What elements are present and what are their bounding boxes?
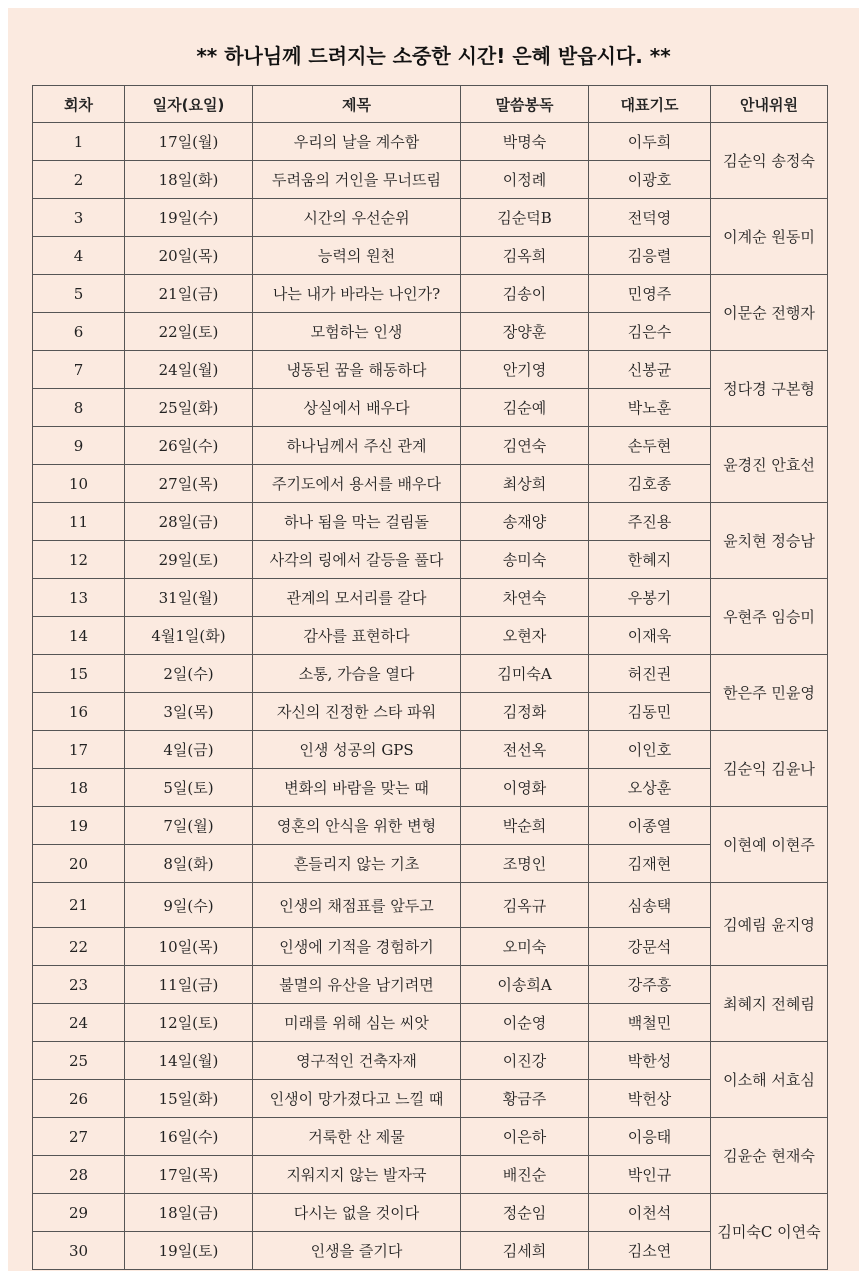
cell-prayer: 오상훈 [589,769,711,807]
table-row [33,1042,828,1080]
cell-prayer: 박헌상 [589,1080,711,1118]
cell-subject: 인생을 즐기다 [253,1232,461,1270]
cell-guide: 최혜지 전혜림 [711,966,828,1042]
cell-no: 16 [33,693,125,731]
cell-no: 22 [33,928,125,966]
cell-date: 16일(수) [125,1118,253,1156]
cell-no: 7 [33,351,125,389]
cell-reader: 김정화 [461,693,589,731]
table-row [33,427,828,465]
cell-prayer: 신봉균 [589,351,711,389]
cell-date: 3일(목) [125,693,253,731]
table-row [33,199,828,237]
cell-subject: 냉동된 꿈을 해동하다 [253,351,461,389]
cell-subject: 주기도에서 용서를 배우다 [253,465,461,503]
cell-reader: 전선옥 [461,731,589,769]
cell-guide: 이소해 서효심 [711,1042,828,1118]
cell-reader: 오현자 [461,617,589,655]
header-reader: 말씀봉독 [461,86,589,123]
cell-reader: 김순예 [461,389,589,427]
cell-reader: 이순영 [461,1004,589,1042]
cell-prayer: 손두현 [589,427,711,465]
cell-reader: 이영화 [461,769,589,807]
cell-subject: 영혼의 안식을 위한 변형 [253,807,461,845]
cell-prayer: 이두희 [589,123,711,161]
table-row [33,351,828,389]
cell-date: 14일(월) [125,1042,253,1080]
cell-subject: 흔들리지 않는 기초 [253,845,461,883]
page-title: ** 하나님께 드려지는 소중한 시간! 은혜 받읍시다. ** [196,44,671,68]
cell-date: 12일(토) [125,1004,253,1042]
cell-date: 27일(목) [125,465,253,503]
cell-no: 17 [33,731,125,769]
cell-reader: 박순희 [461,807,589,845]
cell-date: 10일(목) [125,928,253,966]
cell-guide: 김미숙C 이연숙 [711,1194,828,1270]
table-row [33,579,828,617]
cell-no: 20 [33,845,125,883]
cell-no: 19 [33,807,125,845]
header-row [33,86,828,123]
cell-no: 4 [33,237,125,275]
cell-reader: 김미숙A [461,655,589,693]
cell-reader: 황금주 [461,1080,589,1118]
cell-guide: 이현예 이현주 [711,807,828,883]
cell-subject: 지워지지 않는 발자국 [253,1156,461,1194]
table-row [33,237,828,275]
cell-reader: 정순임 [461,1194,589,1232]
cell-prayer: 심송택 [589,883,711,928]
cell-reader: 장양훈 [461,313,589,351]
header-no: 회차 [33,86,125,123]
cell-subject: 미래를 위해 심는 씨앗 [253,1004,461,1042]
cell-guide: 김윤순 현재숙 [711,1118,828,1194]
cell-subject: 변화의 바람을 맞는 때 [253,769,461,807]
cell-prayer: 전덕영 [589,199,711,237]
cell-guide: 정다경 구본형 [711,351,828,427]
cell-no: 9 [33,427,125,465]
cell-date: 28일(금) [125,503,253,541]
cell-prayer: 백철민 [589,1004,711,1042]
cell-subject: 우리의 날을 계수함 [253,123,461,161]
cell-subject: 다시는 없을 것이다 [253,1194,461,1232]
cell-reader: 차연숙 [461,579,589,617]
cell-guide: 김순익 송정숙 [711,123,828,199]
table-row [33,1080,828,1118]
cell-no: 26 [33,1080,125,1118]
cell-no: 6 [33,313,125,351]
cell-reader: 송미숙 [461,541,589,579]
cell-date: 24일(월) [125,351,253,389]
schedule-page [8,8,859,1271]
cell-prayer: 민영주 [589,275,711,313]
cell-no: 10 [33,465,125,503]
cell-date: 4월1일(화) [125,617,253,655]
cell-reader: 김연숙 [461,427,589,465]
cell-prayer: 이인호 [589,731,711,769]
table-row [33,807,828,845]
cell-reader: 김세희 [461,1232,589,1270]
cell-subject: 하나 됨을 막는 걸림돌 [253,503,461,541]
cell-subject: 거룩한 산 제물 [253,1118,461,1156]
table-row [33,541,828,579]
table-row [33,123,828,161]
table-row [33,883,828,928]
cell-subject: 인생이 망가졌다고 느낄 때 [253,1080,461,1118]
cell-subject: 능력의 원천 [253,237,461,275]
cell-reader: 김옥규 [461,883,589,928]
table-row [33,1118,828,1156]
cell-reader: 김순덕B [461,199,589,237]
cell-date: 9일(수) [125,883,253,928]
cell-prayer: 이종열 [589,807,711,845]
cell-reader: 박명숙 [461,123,589,161]
cell-prayer: 김재현 [589,845,711,883]
cell-no: 25 [33,1042,125,1080]
cell-reader: 이진강 [461,1042,589,1080]
cell-date: 15일(화) [125,1080,253,1118]
cell-subject: 불멸의 유산을 남기려면 [253,966,461,1004]
cell-prayer: 김소연 [589,1232,711,1270]
cell-prayer: 강문석 [589,928,711,966]
cell-no: 18 [33,769,125,807]
cell-subject: 감사를 표현하다 [253,617,461,655]
table-row [33,389,828,427]
cell-subject: 하나님께서 주신 관계 [253,427,461,465]
cell-date: 5일(토) [125,769,253,807]
cell-prayer: 김은수 [589,313,711,351]
header-prayer: 대표기도 [589,86,711,123]
cell-no: 1 [33,123,125,161]
cell-date: 19일(수) [125,199,253,237]
cell-date: 7일(월) [125,807,253,845]
cell-reader: 최상희 [461,465,589,503]
cell-date: 29일(토) [125,541,253,579]
cell-guide: 김예림 윤지영 [711,883,828,966]
table-row [33,655,828,693]
table-row [33,693,828,731]
table-row [33,1004,828,1042]
cell-date: 17일(목) [125,1156,253,1194]
header-date: 일자(요일) [125,86,253,123]
header-subject: 제목 [253,86,461,123]
cell-prayer: 김호종 [589,465,711,503]
cell-subject: 자신의 진정한 스타 파워 [253,693,461,731]
cell-date: 18일(금) [125,1194,253,1232]
cell-reader: 배진순 [461,1156,589,1194]
cell-prayer: 강주흥 [589,966,711,1004]
cell-prayer: 이응태 [589,1118,711,1156]
cell-prayer: 우봉기 [589,579,711,617]
table-row [33,1194,828,1232]
cell-date: 2일(수) [125,655,253,693]
cell-no: 24 [33,1004,125,1042]
table-row [33,465,828,503]
cell-subject: 모험하는 인생 [253,313,461,351]
cell-reader: 이송희A [461,966,589,1004]
cell-subject: 인생 성공의 GPS [253,731,461,769]
table-row [33,503,828,541]
cell-no: 23 [33,966,125,1004]
cell-date: 4일(금) [125,731,253,769]
cell-no: 13 [33,579,125,617]
table-row [33,928,828,966]
cell-no: 27 [33,1118,125,1156]
cell-date: 17일(월) [125,123,253,161]
cell-date: 11일(금) [125,966,253,1004]
cell-date: 25일(화) [125,389,253,427]
cell-subject: 관계의 모서리를 갈다 [253,579,461,617]
cell-date: 21일(금) [125,275,253,313]
cell-reader: 안기영 [461,351,589,389]
cell-date: 26일(수) [125,427,253,465]
table-row [33,966,828,1004]
cell-no: 8 [33,389,125,427]
table-body [33,123,828,1270]
cell-prayer: 김응렬 [589,237,711,275]
cell-guide: 이문순 전행자 [711,275,828,351]
cell-no: 2 [33,161,125,199]
cell-subject: 인생의 채점표를 앞두고 [253,883,461,928]
cell-subject: 사각의 링에서 갈등을 풀다 [253,541,461,579]
cell-prayer: 한혜지 [589,541,711,579]
table-row [33,769,828,807]
cell-subject: 인생에 기적을 경험하기 [253,928,461,966]
cell-date: 18일(화) [125,161,253,199]
cell-guide: 한은주 민윤영 [711,655,828,731]
cell-prayer: 이재욱 [589,617,711,655]
cell-no: 29 [33,1194,125,1232]
cell-subject: 상실에서 배우다 [253,389,461,427]
cell-no: 11 [33,503,125,541]
cell-date: 19일(토) [125,1232,253,1270]
cell-prayer: 김동민 [589,693,711,731]
cell-no: 5 [33,275,125,313]
cell-date: 8일(화) [125,845,253,883]
cell-subject: 나는 내가 바라는 나인가? [253,275,461,313]
cell-subject: 소통, 가슴을 열다 [253,655,461,693]
cell-prayer: 허진권 [589,655,711,693]
cell-reader: 이정례 [461,161,589,199]
table-row [33,731,828,769]
cell-guide: 이계순 원동미 [711,199,828,275]
cell-guide: 윤경진 안효선 [711,427,828,503]
cell-no: 3 [33,199,125,237]
cell-prayer: 이광호 [589,161,711,199]
cell-prayer: 박인규 [589,1156,711,1194]
cell-no: 15 [33,655,125,693]
cell-reader: 김송이 [461,275,589,313]
cell-prayer: 박노훈 [589,389,711,427]
cell-no: 14 [33,617,125,655]
table-row [33,617,828,655]
table-row [33,161,828,199]
cell-prayer: 박한성 [589,1042,711,1080]
table-row [33,1156,828,1194]
cell-subject: 영구적인 건축자재 [253,1042,461,1080]
cell-reader: 김옥희 [461,237,589,275]
cell-no: 28 [33,1156,125,1194]
cell-subject: 시간의 우선순위 [253,199,461,237]
table-row [33,275,828,313]
cell-date: 31일(월) [125,579,253,617]
schedule-table [32,85,828,1270]
cell-date: 20일(목) [125,237,253,275]
cell-subject: 두려움의 거인을 무너뜨림 [253,161,461,199]
cell-date: 22일(토) [125,313,253,351]
cell-no: 21 [33,883,125,928]
cell-reader: 이은하 [461,1118,589,1156]
cell-guide: 김순익 김윤나 [711,731,828,807]
cell-reader: 송재양 [461,503,589,541]
table-row [33,845,828,883]
table-row [33,1232,828,1270]
cell-guide: 우현주 임승미 [711,579,828,655]
cell-no: 12 [33,541,125,579]
cell-no: 30 [33,1232,125,1270]
header-guide: 안내위원 [711,86,828,123]
table-row [33,313,828,351]
cell-prayer: 이천석 [589,1194,711,1232]
cell-prayer: 주진용 [589,503,711,541]
cell-guide: 윤치현 정승남 [711,503,828,579]
cell-reader: 오미숙 [461,928,589,966]
cell-reader: 조명인 [461,845,589,883]
